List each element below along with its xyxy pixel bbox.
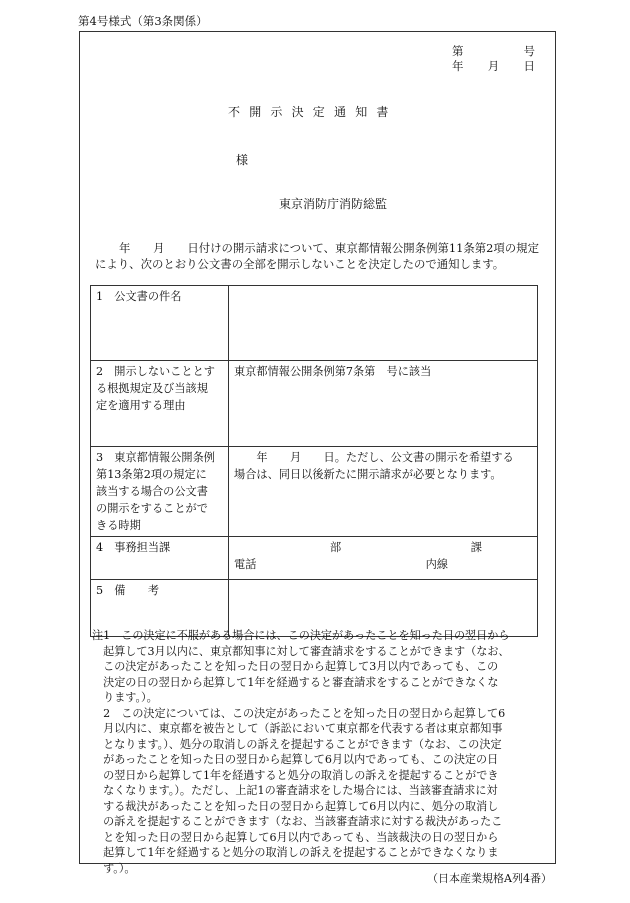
note-line: があったことを知った日の翌日から起算して6月以内であっても、この決定の日: [92, 753, 499, 766]
document-title: 不開示決定通知書: [228, 105, 398, 119]
label-line: 3 東京都情報公開条例: [96, 451, 215, 464]
paper-standard-label: （日本産業規格A列4番）: [427, 872, 552, 885]
note-line: 2 この決定については、この決定があったことを知った日の翌日から起算して6: [92, 706, 506, 720]
ref-go: 号: [523, 44, 535, 58]
note-line: 注1 この決定に不服がある場合には、この決定があったことを知った日の翌日から: [92, 629, 510, 642]
label-line: 定を適用する理由: [96, 399, 186, 412]
issue-date: [452, 58, 535, 74]
value-line: 場合は、同日以後新たに開示請求が必要となります。: [234, 468, 502, 481]
note-line: する裁決があったことを知った日の翌日から起算して6月以内に、処分の取消し: [92, 799, 499, 813]
row-value: [229, 361, 538, 447]
note-line: の訴えを提起することができます（なお、当該審査請求に対する裁決があったこ: [92, 815, 503, 828]
label-line: 該当する場合の公文書: [96, 485, 208, 498]
note-line: なくなります。）。ただし、上記1の審査請求をした場合には、当該審査請求に対: [92, 784, 498, 797]
note-line: となります。）、処分の取消しの訴えを提起することができます（なお、この決定: [92, 737, 502, 751]
phone-line: [234, 556, 532, 573]
date-day: 日: [523, 59, 535, 73]
row-value: [229, 537, 538, 580]
date-year: 年: [452, 59, 464, 73]
note-line: この決定があったことを知った日の翌日から起算して3月以内であっても、この: [92, 660, 499, 673]
row-value: [229, 447, 538, 537]
row-label: [91, 537, 229, 580]
table-row: [91, 286, 538, 361]
recipient-sama: 様: [236, 153, 249, 167]
value-line: 年 月 日。ただし、公文書の開示を希望する: [234, 451, 514, 464]
intro-text-line-1: 年 月 日付けの開示請求について、東京都情報公開条例第11条第2項の規定: [119, 241, 539, 255]
date-month: 月: [487, 59, 500, 73]
label-line: 1 公文書の件名: [96, 290, 182, 303]
label-line: 第13条第2項の規定に: [96, 468, 207, 481]
dept-bu: 部: [330, 541, 342, 554]
extension-label: 内線: [425, 558, 448, 571]
note-line: 起算して3月以内に、東京都知事に対して審査請求をすることができます（なお、: [92, 644, 510, 658]
intro-text-line-2: により、次のとおり公文書の全部を開示しないことを決定したので通知します。: [95, 257, 505, 271]
row-label: [91, 361, 229, 447]
table-row: [91, 447, 538, 537]
label-line: る根拠規定及び当該規: [96, 382, 208, 395]
row-label: [91, 286, 229, 361]
note-line: す。）。: [92, 861, 136, 875]
row-label: [91, 447, 229, 537]
note-line: とを知った日の翌日から起算して6月以内であっても、当該裁決の日の翌日から: [92, 830, 499, 844]
tel-label: 電話: [234, 558, 257, 571]
ref-dai: 第: [452, 44, 464, 58]
table-row: [91, 537, 538, 580]
note-line: ります。）。: [92, 691, 158, 704]
value-line: 東京都情報公開条例第7条第 号に該当: [234, 365, 432, 378]
table-row: [91, 361, 538, 447]
label-line: 4 事務担当課: [96, 541, 171, 554]
form-number-label: 第4号様式（第3条関係）: [78, 14, 208, 28]
decision-info-table: [90, 285, 538, 637]
note-line: 起算して1年を経過すると処分の取消しの訴えを提起することができなくなりま: [92, 846, 499, 859]
note-line: 月以内に、東京都を被告として（訴訟において東京都を代表する者は東京都知事: [92, 722, 503, 735]
label-line: きる時期: [96, 519, 141, 532]
notes-section: [92, 628, 548, 876]
note-line: の翌日から起算して1年を経過すると処分の取消しの訴えを提起することができ: [92, 768, 499, 782]
dept-ka: 課: [470, 541, 482, 554]
department-line: [234, 539, 532, 556]
row-value: [229, 286, 538, 361]
issuer-name: 東京消防庁消防総監: [279, 197, 388, 211]
label-line: 2 開示しないこととす: [96, 365, 215, 378]
reference-number: [452, 43, 535, 59]
label-line: 5 備 考: [96, 584, 160, 597]
note-line: 決定の日の翌日から起算して1年を経過すると審査請求をすることができなくな: [92, 675, 499, 689]
label-line: の開示をすることがで: [96, 502, 208, 515]
